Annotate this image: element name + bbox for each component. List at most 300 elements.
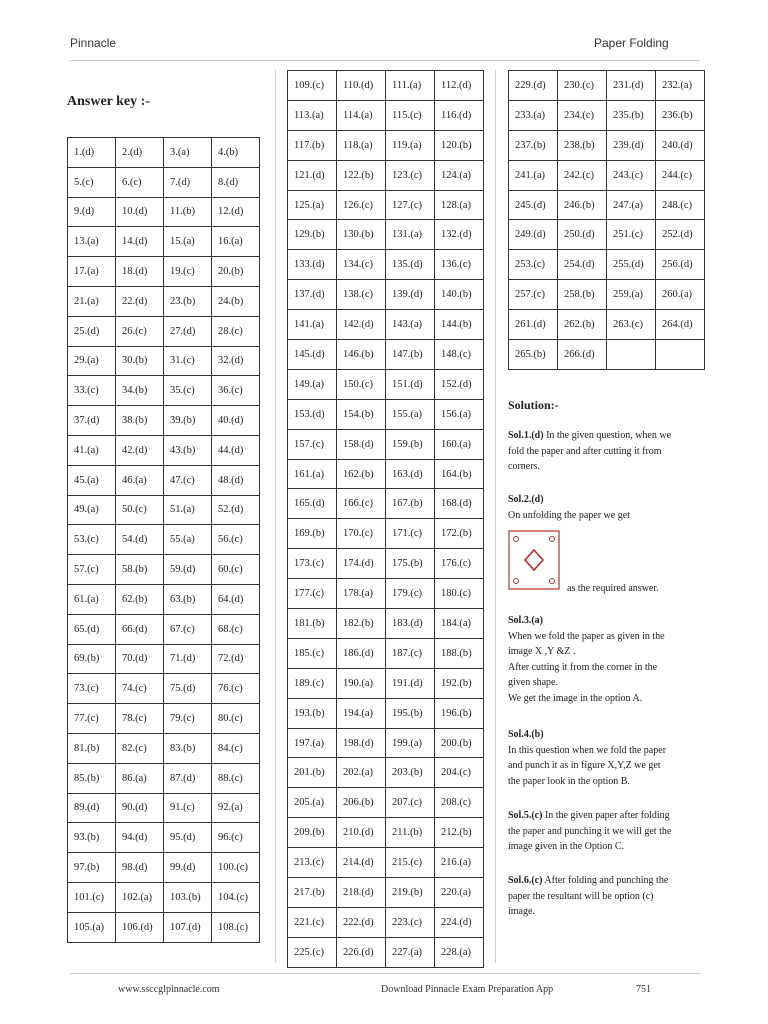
table-row — [68, 257, 260, 287]
answer-cell: 157.(c) — [288, 429, 337, 459]
solution-2-line-1: On unfolding the paper we get — [508, 509, 630, 521]
table-row — [68, 912, 260, 942]
answer-cell: 201.(b) — [288, 758, 337, 788]
answer-cell: 7.(d) — [164, 167, 212, 197]
answer-cell: 259.(a) — [607, 280, 656, 310]
table-row — [68, 674, 260, 704]
answer-cell: 112.(d) — [435, 71, 484, 101]
answer-cell: 44.(d) — [212, 435, 260, 465]
answer-cell: 135.(d) — [386, 250, 435, 280]
answer-cell: 95.(d) — [164, 823, 212, 853]
answer-cell: 141.(a) — [288, 310, 337, 340]
answer-cell: 226.(d) — [337, 937, 386, 967]
answer-cell: 202.(a) — [337, 758, 386, 788]
answer-cell: 101.(c) — [68, 882, 116, 912]
answer-cell: 5.(c) — [68, 167, 116, 197]
table-row — [68, 644, 260, 674]
answer-cell: 193.(b) — [288, 698, 337, 728]
solution-4 — [508, 727, 708, 789]
answer-cell — [656, 340, 705, 370]
answer-cell: 46.(a) — [116, 465, 164, 495]
answer-cell: 65.(d) — [68, 614, 116, 644]
answer-cell: 139.(d) — [386, 280, 435, 310]
answer-cell: 195.(b) — [386, 698, 435, 728]
solution-6-label: Sol.6.(c) — [508, 875, 543, 886]
answer-cell: 167.(b) — [386, 489, 435, 519]
answer-cell: 235.(b) — [607, 100, 656, 130]
answer-cell: 41.(a) — [68, 435, 116, 465]
answer-cell: 100.(c) — [212, 853, 260, 883]
answer-cell: 8.(d) — [212, 167, 260, 197]
answer-cell: 51.(a) — [164, 495, 212, 525]
table-row — [288, 668, 484, 698]
answer-cell: 88.(c) — [212, 763, 260, 793]
answer-cell: 231.(d) — [607, 71, 656, 101]
solution-3-line-1: When we fold the paper as given in the — [508, 630, 665, 642]
answer-cell: 162.(b) — [337, 459, 386, 489]
answer-cell: 132.(d) — [435, 220, 484, 250]
answer-cell: 48.(d) — [212, 465, 260, 495]
answer-cell: 13.(a) — [68, 227, 116, 257]
table-row — [288, 907, 484, 937]
answer-cell: 92.(a) — [212, 793, 260, 823]
answer-cell: 90.(d) — [116, 793, 164, 823]
answer-cell: 77.(c) — [68, 704, 116, 734]
footer-rule — [70, 973, 700, 974]
answer-cell: 252.(d) — [656, 220, 705, 250]
answer-cell: 127.(c) — [386, 190, 435, 220]
answer-cell: 23.(b) — [164, 286, 212, 316]
answer-cell: 237.(b) — [509, 130, 558, 160]
solution-6-line-2: paper the resultant will be option (c) — [508, 890, 654, 902]
table-row — [68, 346, 260, 376]
answer-cell: 220.(a) — [435, 878, 484, 908]
solution-6 — [508, 873, 708, 920]
answer-cell: 84.(c) — [212, 733, 260, 763]
answer-cell: 158.(d) — [337, 429, 386, 459]
answer-cell: 31.(c) — [164, 346, 212, 376]
answer-cell: 210.(d) — [337, 818, 386, 848]
answer-cell: 256.(d) — [656, 250, 705, 280]
answer-cell: 71.(d) — [164, 644, 212, 674]
answer-cell: 180.(c) — [435, 579, 484, 609]
answer-cell: 125.(a) — [288, 190, 337, 220]
answer-cell: 38.(b) — [116, 406, 164, 436]
table-row — [288, 549, 484, 579]
table-row — [288, 937, 484, 967]
answer-cell: 22.(d) — [116, 286, 164, 316]
answer-cell: 66.(d) — [116, 614, 164, 644]
answer-cell: 161.(a) — [288, 459, 337, 489]
answer-cell: 128.(a) — [435, 190, 484, 220]
table-row — [68, 733, 260, 763]
answer-cell: 176.(c) — [435, 549, 484, 579]
table-row — [288, 489, 484, 519]
answer-cell: 168.(d) — [435, 489, 484, 519]
answer-cell: 19.(c) — [164, 257, 212, 287]
answer-cell: 118.(a) — [337, 130, 386, 160]
answer-cell: 150.(c) — [337, 369, 386, 399]
answer-cell: 221.(c) — [288, 907, 337, 937]
table-row — [509, 310, 705, 340]
answer-cell: 97.(b) — [68, 853, 116, 883]
answer-cell: 144.(b) — [435, 310, 484, 340]
answer-cell: 32.(d) — [212, 346, 260, 376]
answer-cell: 264.(d) — [656, 310, 705, 340]
table-row — [68, 406, 260, 436]
answer-cell: 89.(d) — [68, 793, 116, 823]
table-row — [288, 609, 484, 639]
answer-cell: 17.(a) — [68, 257, 116, 287]
answer-cell: 4.(b) — [212, 138, 260, 168]
table-row — [68, 555, 260, 585]
table-row — [68, 793, 260, 823]
answer-cell: 155.(a) — [386, 399, 435, 429]
answer-cell: 148.(c) — [435, 340, 484, 370]
answer-cell: 109.(c) — [288, 71, 337, 101]
answer-cell: 56.(c) — [212, 525, 260, 555]
answer-cell: 111.(a) — [386, 71, 435, 101]
table-row — [509, 190, 705, 220]
answer-cell: 154.(b) — [337, 399, 386, 429]
header-rule — [70, 60, 700, 61]
footer-website[interactable]: www.ssccglpinnacle.com — [118, 984, 220, 995]
answer-cell: 55.(a) — [164, 525, 212, 555]
answer-cell: 170.(c) — [337, 519, 386, 549]
answer-cell: 225.(c) — [288, 937, 337, 967]
answer-cell: 57.(c) — [68, 555, 116, 585]
answer-cell: 164.(b) — [435, 459, 484, 489]
unfolded-paper-figure — [508, 530, 560, 590]
answer-cell: 140.(b) — [435, 280, 484, 310]
solution-3-label: Sol.3.(a) — [508, 615, 543, 626]
answer-cell: 126.(c) — [337, 190, 386, 220]
answer-cell: 60.(c) — [212, 555, 260, 585]
answer-cell: 184.(a) — [435, 609, 484, 639]
table-row — [288, 100, 484, 130]
answer-cell: 83.(b) — [164, 733, 212, 763]
answer-cell: 218.(d) — [337, 878, 386, 908]
answer-cell: 230.(c) — [558, 71, 607, 101]
answer-cell: 166.(c) — [337, 489, 386, 519]
answer-cell: 26.(c) — [116, 316, 164, 346]
solution-title: Solution:- — [508, 398, 559, 412]
answer-table-2 — [287, 70, 484, 968]
answer-cell: 165.(d) — [288, 489, 337, 519]
answer-cell: 248.(c) — [656, 190, 705, 220]
answer-cell: 217.(b) — [288, 878, 337, 908]
answer-cell: 28.(c) — [212, 316, 260, 346]
answer-cell: 87.(d) — [164, 763, 212, 793]
answer-cell: 254.(d) — [558, 250, 607, 280]
solution-1-label: Sol.1.(d) — [508, 430, 544, 441]
answer-cell: 266.(d) — [558, 340, 607, 370]
answer-cell: 242.(c) — [558, 160, 607, 190]
answer-cell: 124.(a) — [435, 160, 484, 190]
answer-cell: 238.(b) — [558, 130, 607, 160]
table-row — [68, 614, 260, 644]
solution-4-line-3: the paper look in the option B. — [508, 775, 630, 787]
answer-cell: 130.(b) — [337, 220, 386, 250]
answer-cell: 62.(b) — [116, 584, 164, 614]
footer-app-promo: Download Pinnacle Exam Preparation App — [381, 984, 554, 995]
answer-cell: 241.(a) — [509, 160, 558, 190]
solution-5-line-3: image given in the Option C. — [508, 841, 625, 852]
table-row — [288, 579, 484, 609]
answer-cell: 163.(d) — [386, 459, 435, 489]
answer-cell: 47.(c) — [164, 465, 212, 495]
answer-cell: 76.(c) — [212, 674, 260, 704]
table-row — [288, 160, 484, 190]
answer-cell: 59.(d) — [164, 555, 212, 585]
answer-cell: 255.(d) — [607, 250, 656, 280]
answer-cell: 250.(d) — [558, 220, 607, 250]
answer-cell: 107.(d) — [164, 912, 212, 942]
answer-cell: 50.(c) — [116, 495, 164, 525]
answer-cell: 265.(b) — [509, 340, 558, 370]
answer-cell: 16.(a) — [212, 227, 260, 257]
answer-cell: 143.(a) — [386, 310, 435, 340]
answer-cell: 258.(b) — [558, 280, 607, 310]
answer-cell: 133.(d) — [288, 250, 337, 280]
answer-cell: 159.(b) — [386, 429, 435, 459]
answer-cell: 72.(d) — [212, 644, 260, 674]
table-row — [288, 190, 484, 220]
answer-cell: 35.(c) — [164, 376, 212, 406]
table-row — [509, 160, 705, 190]
answer-cell: 234.(c) — [558, 100, 607, 130]
answer-cell: 54.(d) — [116, 525, 164, 555]
solution-4-line-2: and punch it as in figure X,Y,Z we get — [508, 760, 661, 771]
header-chapter: Paper Folding — [594, 36, 669, 50]
table-row — [509, 220, 705, 250]
answer-cell: 114.(a) — [337, 100, 386, 130]
answer-cell: 30.(b) — [116, 346, 164, 376]
answer-cell: 190.(a) — [337, 668, 386, 698]
answer-cell: 86.(a) — [116, 763, 164, 793]
answer-cell: 208.(c) — [435, 788, 484, 818]
table-row — [68, 138, 260, 168]
table-row — [509, 130, 705, 160]
answer-cell: 196.(b) — [435, 698, 484, 728]
answer-cell: 200.(b) — [435, 728, 484, 758]
answer-cell: 209.(b) — [288, 818, 337, 848]
table-row — [288, 220, 484, 250]
table-row — [68, 584, 260, 614]
table-row — [509, 71, 705, 101]
table-row — [509, 100, 705, 130]
answer-cell: 207.(c) — [386, 788, 435, 818]
answer-cell: 6.(c) — [116, 167, 164, 197]
answer-cell: 199.(a) — [386, 728, 435, 758]
answer-cell: 219.(b) — [386, 878, 435, 908]
answer-cell: 40.(d) — [212, 406, 260, 436]
answer-cell: 115.(c) — [386, 100, 435, 130]
answer-cell: 34.(b) — [116, 376, 164, 406]
answer-cell: 138.(c) — [337, 280, 386, 310]
answer-cell: 11.(b) — [164, 197, 212, 227]
answer-cell: 182.(b) — [337, 609, 386, 639]
answer-cell: 131.(a) — [386, 220, 435, 250]
answer-cell: 260.(a) — [656, 280, 705, 310]
answer-cell: 171.(c) — [386, 519, 435, 549]
answer-table-1 — [67, 137, 260, 943]
answer-cell: 75.(d) — [164, 674, 212, 704]
table-row — [68, 823, 260, 853]
answer-cell: 103.(b) — [164, 882, 212, 912]
answer-cell: 18.(d) — [116, 257, 164, 287]
solution-2 — [508, 492, 708, 523]
answer-cell: 37.(d) — [68, 406, 116, 436]
answer-cell: 232.(a) — [656, 71, 705, 101]
table-row — [68, 435, 260, 465]
answer-cell: 120.(b) — [435, 130, 484, 160]
solution-3 — [508, 613, 708, 706]
answer-cell: 136.(c) — [435, 250, 484, 280]
table-row — [288, 340, 484, 370]
solution-3-line-3: After cutting it from the corner in the — [508, 661, 658, 673]
answer-cell: 110.(d) — [337, 71, 386, 101]
table-row — [288, 459, 484, 489]
answer-cell: 63.(b) — [164, 584, 212, 614]
answer-cell: 113.(a) — [288, 100, 337, 130]
table-row — [509, 280, 705, 310]
table-row — [288, 130, 484, 160]
answer-cell: 1.(d) — [68, 138, 116, 168]
answer-cell: 197.(a) — [288, 728, 337, 758]
table-row — [288, 71, 484, 101]
answer-cell: 151.(d) — [386, 369, 435, 399]
answer-cell: 98.(d) — [116, 853, 164, 883]
answer-cell: 203.(b) — [386, 758, 435, 788]
table-row — [509, 340, 705, 370]
answer-cell: 169.(b) — [288, 519, 337, 549]
answer-cell: 216.(a) — [435, 848, 484, 878]
answer-cell: 187.(c) — [386, 638, 435, 668]
table-row — [288, 728, 484, 758]
answer-cell: 119.(a) — [386, 130, 435, 160]
answer-cell: 99.(d) — [164, 853, 212, 883]
answer-cell: 212.(b) — [435, 818, 484, 848]
table-row — [68, 704, 260, 734]
answer-cell: 247.(a) — [607, 190, 656, 220]
answer-cell: 82.(c) — [116, 733, 164, 763]
table-row — [288, 310, 484, 340]
answer-cell: 15.(a) — [164, 227, 212, 257]
table-row — [68, 197, 260, 227]
solution-1-line-3: corners. — [508, 461, 540, 472]
answer-cell: 214.(d) — [337, 848, 386, 878]
answer-cell: 172.(b) — [435, 519, 484, 549]
answer-cell: 79.(c) — [164, 704, 212, 734]
table-row — [68, 853, 260, 883]
answer-cell: 245.(d) — [509, 190, 558, 220]
column-divider-1 — [275, 70, 276, 963]
answer-cell: 73.(c) — [68, 674, 116, 704]
table-row — [288, 818, 484, 848]
table-row — [68, 763, 260, 793]
answer-cell: 227.(a) — [386, 937, 435, 967]
answer-cell: 175.(b) — [386, 549, 435, 579]
header-brand: Pinnacle — [70, 36, 117, 50]
solution-5-line-1: In the given paper after folding — [542, 810, 670, 821]
answer-cell: 160.(a) — [435, 429, 484, 459]
answer-cell: 33.(c) — [68, 376, 116, 406]
answer-cell: 14.(d) — [116, 227, 164, 257]
solution-6-line-3: image. — [508, 906, 535, 917]
table-row — [288, 429, 484, 459]
table-row — [288, 250, 484, 280]
answer-cell: 49.(a) — [68, 495, 116, 525]
solution-3-line-2: image X ,Y &Z . — [508, 646, 576, 657]
answer-cell: 156.(a) — [435, 399, 484, 429]
answer-cell: 96.(c) — [212, 823, 260, 853]
solution-1-line-2: fold the paper and after cutting it from — [508, 445, 662, 457]
answer-cell: 45.(a) — [68, 465, 116, 495]
answer-cell: 21.(a) — [68, 286, 116, 316]
answer-cell: 74.(c) — [116, 674, 164, 704]
answer-key-title: Answer key :- — [67, 94, 150, 109]
answer-cell: 122.(b) — [337, 160, 386, 190]
table-row — [288, 638, 484, 668]
answer-cell: 53.(c) — [68, 525, 116, 555]
table-row — [68, 227, 260, 257]
table-row — [68, 525, 260, 555]
answer-cell: 152.(d) — [435, 369, 484, 399]
answer-cell: 233.(a) — [509, 100, 558, 130]
answer-cell: 116.(d) — [435, 100, 484, 130]
answer-cell: 222.(d) — [337, 907, 386, 937]
solution-3-line-4: given shape. — [508, 677, 558, 688]
answer-cell: 192.(b) — [435, 668, 484, 698]
answer-cell: 239.(d) — [607, 130, 656, 160]
answer-cell: 69.(b) — [68, 644, 116, 674]
column-divider-2 — [495, 70, 496, 963]
answer-cell: 142.(d) — [337, 310, 386, 340]
answer-cell: 105.(a) — [68, 912, 116, 942]
answer-cell: 251.(c) — [607, 220, 656, 250]
solution-3-line-5: We get the image in the option A. — [508, 692, 643, 704]
answer-cell: 94.(d) — [116, 823, 164, 853]
table-row — [288, 848, 484, 878]
answer-cell: 243.(c) — [607, 160, 656, 190]
answer-cell: 198.(d) — [337, 728, 386, 758]
answer-cell: 91.(c) — [164, 793, 212, 823]
solution-6-line-1: After folding and punching the — [542, 875, 669, 886]
answer-cell: 80.(c) — [212, 704, 260, 734]
answer-cell: 20.(b) — [212, 257, 260, 287]
solution-4-label: Sol.4.(b) — [508, 729, 544, 740]
answer-cell: 67.(c) — [164, 614, 212, 644]
answer-cell: 188.(b) — [435, 638, 484, 668]
answer-cell: 179.(c) — [386, 579, 435, 609]
answer-cell: 52.(d) — [212, 495, 260, 525]
answer-cell: 64.(d) — [212, 584, 260, 614]
answer-cell: 189.(c) — [288, 668, 337, 698]
answer-cell: 191.(d) — [386, 668, 435, 698]
solution-5-line-2: the paper and punching it we will get the — [508, 825, 672, 837]
answer-cell: 173.(c) — [288, 549, 337, 579]
table-row — [288, 519, 484, 549]
table-row — [288, 280, 484, 310]
answer-cell: 178.(a) — [337, 579, 386, 609]
answer-cell: 129.(b) — [288, 220, 337, 250]
table-row — [288, 758, 484, 788]
answer-cell: 206.(b) — [337, 788, 386, 818]
table-row — [288, 399, 484, 429]
answer-cell: 244.(c) — [656, 160, 705, 190]
answer-cell: 177.(c) — [288, 579, 337, 609]
